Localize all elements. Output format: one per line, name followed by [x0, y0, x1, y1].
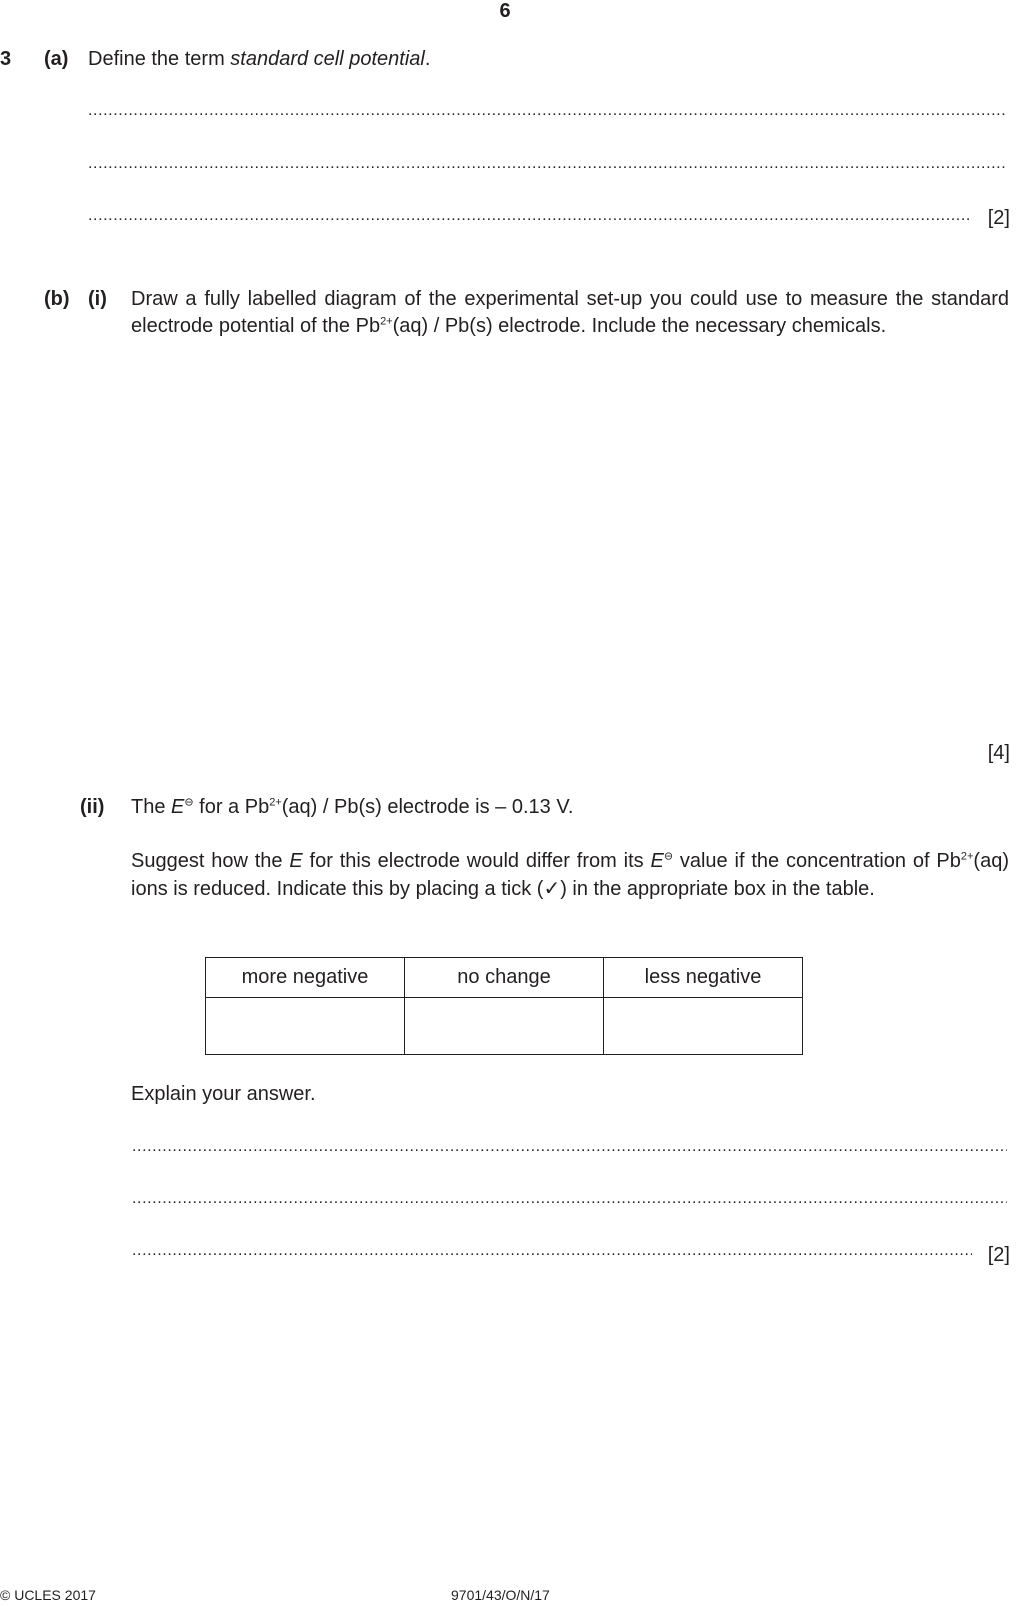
charge-superscript: 2+: [960, 850, 974, 863]
part-a-label: (a): [44, 48, 69, 70]
charge-superscript: 2+: [380, 314, 393, 327]
subpart-ii-statement: [131, 796, 573, 819]
subpart-i-text-cont: (aq) / Pb(s) electrode. Include the necessary chemicals.: [392, 314, 887, 337]
question-text: value if the concentration of Pb: [673, 850, 961, 872]
answer-line[interactable]: [132, 1190, 1007, 1214]
subpart-i-text: Draw a fully labelled diagram of the experimental set-up you could use to measure the standard electrode potential of the Pb: [131, 288, 1009, 337]
answer-line[interactable]: [88, 155, 1007, 179]
tick-symbol: ✓: [543, 875, 561, 900]
question-text: ) in the appropriate box in the table.: [560, 877, 875, 900]
table-row: [206, 998, 803, 1055]
tick-box-less-negative[interactable]: [604, 998, 803, 1055]
explain-prompt: Explain your answer.: [131, 1083, 316, 1105]
subpart-i-question: [131, 286, 1009, 339]
statement-text: for a Pb: [193, 796, 270, 818]
part-a-text: Define the term: [88, 48, 231, 70]
mark-allocation: [2]: [987, 207, 1010, 229]
answer-table: [205, 957, 803, 1055]
question-text: (aq) ions is reduced. Indicate this by placing a tick (: [131, 850, 1009, 900]
part-a-period: .: [424, 48, 431, 70]
table-header-less-negative: less negative: [604, 958, 803, 998]
table-header-no-change: no change: [405, 958, 604, 998]
statement-text: The: [131, 796, 172, 818]
potential-symbol: E: [289, 850, 303, 872]
table-header-row: [206, 958, 803, 998]
diagram-answer-space[interactable]: [131, 372, 1009, 734]
tick-box-no-change[interactable]: [405, 998, 604, 1055]
question-text: for this electrode would differ from its: [302, 850, 651, 872]
potential-symbol: E: [171, 796, 185, 818]
tick-box-more-negative[interactable]: [206, 998, 405, 1055]
charge-superscript: 2+: [269, 796, 282, 809]
standard-state-symbol: ⊖: [184, 796, 194, 809]
answer-line[interactable]: [88, 102, 1007, 126]
answer-line[interactable]: [88, 207, 972, 231]
question-number: 3: [0, 48, 12, 70]
part-b-label: (b): [44, 288, 70, 310]
potential-symbol: E: [650, 850, 664, 872]
table-header-more-negative: more negative: [206, 958, 405, 998]
subpart-ii-question: [131, 848, 1009, 902]
statement-text: (aq) / Pb(s) electrode is – 0.13 V.: [281, 796, 574, 818]
answer-line[interactable]: [132, 1242, 972, 1266]
subpart-i-label: (i): [88, 288, 107, 310]
answer-line[interactable]: [132, 1138, 1007, 1162]
mark-allocation: [4]: [987, 742, 1010, 764]
subpart-ii-label: (ii): [80, 796, 105, 818]
page-number: 6: [499, 0, 511, 22]
footer-copyright: © UCLES 2017: [0, 1587, 96, 1603]
footer-paper-code: 9701/43/O/N/17: [451, 1587, 550, 1603]
part-a-question: [88, 48, 430, 71]
part-a-term: standard cell potential: [230, 48, 425, 70]
standard-state-symbol: ⊖: [663, 850, 674, 863]
question-text: Suggest how the: [131, 850, 290, 872]
mark-allocation: [2]: [987, 1244, 1010, 1266]
